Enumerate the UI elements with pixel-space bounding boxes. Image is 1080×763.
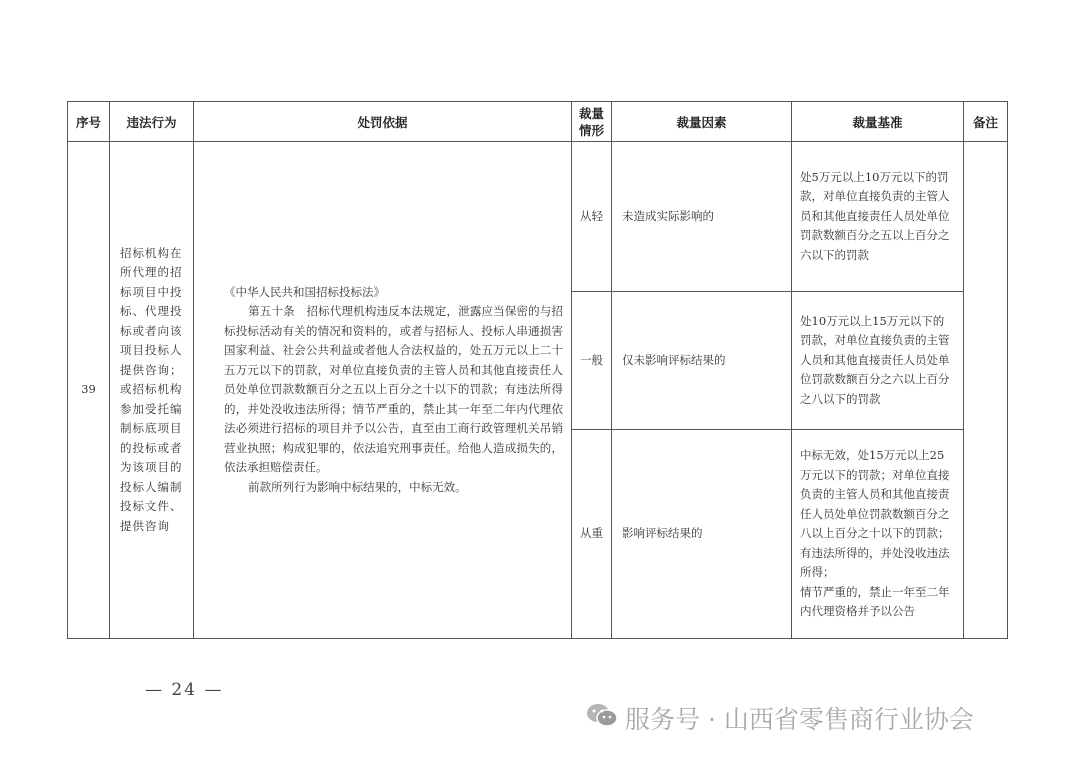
factor-normal: 仅未影响评标结果的 — [612, 292, 792, 430]
header-seq: 序号 — [68, 102, 110, 142]
header-behavior: 违法行为 — [110, 102, 194, 142]
header-standard: 裁量基准 — [792, 102, 964, 142]
standard-normal — [792, 292, 964, 430]
standard-light — [792, 142, 964, 292]
situation-normal: 一般 — [572, 292, 612, 430]
standard-heavy-line-1: 中标无效，处15万元以上25万元以下的罚款；对单位直接负责的主管人员和其他直接责任人员处单位罚款数额百分之八以上百分之十以下的罚款； — [800, 448, 950, 541]
page-number: — 24 — — [145, 680, 224, 700]
factor-light: 未造成实际影响的 — [612, 142, 792, 292]
situation-light: 从轻 — [572, 142, 612, 292]
table-row — [68, 142, 1008, 292]
behavior-cell: 招标机构在所代理的招标项目中投标、代理投标或者向该项目投标人提供咨询；或招标机构参加受托编制标底项目的投标或者为该项目的投标人编制投标文件、提供咨询 — [110, 142, 194, 639]
basis-title: 《中华人民共和国招标投标法》 — [224, 284, 385, 299]
standard-light-line: 处5万元以上10万元以下的罚款，对单位直接负责的主管人员和其他直接责任人员处单位罚款数额百分之五以上百分之六以下的罚款 — [800, 169, 950, 262]
watermark-text: 服务号 · 山西省零售商行业协会 — [625, 705, 974, 734]
header-factor: 裁量因素 — [612, 102, 792, 142]
header-row — [68, 102, 1008, 142]
standard-normal-line: 处10万元以上15万元以下的罚款，对单位直接负责的主管人员和其他直接责任人员处单位罚款数额百分之六以上百分之八以下的罚款 — [800, 313, 950, 406]
basis-paragraph-2: 前款所列行为影响中标结果的，中标无效。 — [248, 479, 467, 494]
factor-heavy: 影响评标结果的 — [612, 430, 792, 639]
header-remark: 备注 — [964, 102, 1008, 142]
remark-cell — [964, 142, 1008, 639]
basis-paragraph-1: 第五十条 招标代理机构违反本法规定，泄露应当保密的与招标投标活动有关的情况和资料的，或者与招标人、投标人串通损害国家利益、社会公共利益或者他人合法权益的，处五万元以上二十五万元以下的罚款，对单位直接负责的主管人员和其他直接责任人员处单位罚款数额百分之五以上百分之十以下的罚款；有违法所得的，并处没收违法所得；情节严重的，禁止其一年至二年内代理依法必须进行招标的项目并予以公告，直至由工商行政管理机关吊销营业执照；构成犯罪的，依法追究刑事责任。给他人造成损失的，依法承担赔偿责任。 — [224, 304, 563, 475]
seq-cell: 39 — [68, 142, 110, 639]
standard-heavy-line-3: 情节严重的，禁止一年至二年内代理资格并予以公告 — [800, 584, 950, 619]
header-basis: 处罚依据 — [194, 102, 572, 142]
header-situation-text: 裁量情形 — [578, 105, 604, 138]
situation-heavy: 从重 — [572, 430, 612, 639]
standard-heavy-line-2: 有违法所得的，并处没收违法所得； — [800, 545, 950, 580]
standard-heavy — [792, 430, 964, 639]
wechat-icon — [585, 701, 625, 735]
header-situation — [572, 102, 612, 142]
penalty-table — [67, 101, 1008, 639]
basis-cell — [194, 142, 572, 639]
watermark — [585, 700, 974, 736]
